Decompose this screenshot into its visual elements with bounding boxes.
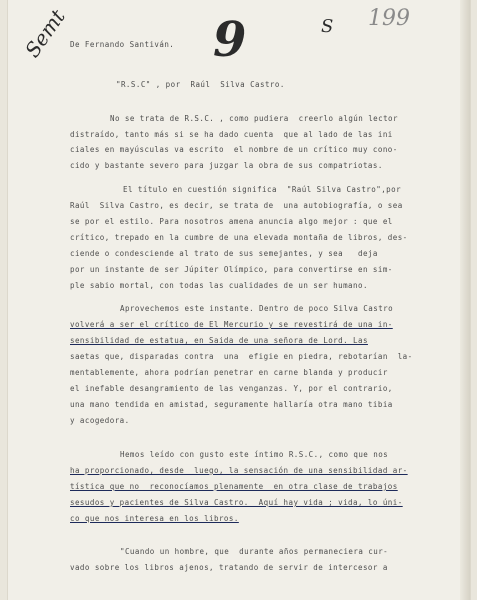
text-line: por un instante de ser Júpiter Olímpico, para convertirse en sim- <box>70 265 393 274</box>
handwritten-page-number: 9 <box>213 12 247 68</box>
text-line: ciende o condesciende al trato de sus semejantes, y sea deja <box>70 249 378 258</box>
text-line: sensibilidad de estatua, en Saida de una señora de Lord. Las <box>70 336 368 345</box>
text-line: "Cuando un hombre, que durante años permaneciera cur- <box>120 547 389 556</box>
text-line: Raúl Silva Castro, es decir, se trata de una autobiografía, o sea <box>70 201 403 210</box>
handwritten-signature: Semt <box>20 4 70 62</box>
text-line: vado sobre los libros ajenos, tratando de servir de intercesor a <box>70 563 388 572</box>
text-line: Aprovechemos este instante. Dentro de poco Silva Castro <box>120 304 394 313</box>
text-line: Hemos leído con gusto este íntimo R.S.C., como que nos <box>120 450 389 459</box>
text-line: cido y bastante severo para juzgar la obra de sus compatriotas. <box>70 161 383 170</box>
text-line: mentablemente, ahora podrían penetrar en carne blanda y producir <box>70 368 388 377</box>
text-line: sesudos y pacientes de Silva Castro. Aquí hay vida ; vida, lo úni- <box>70 498 403 507</box>
header-line: De Fernando Santiván. <box>70 40 175 49</box>
text-line: co que nos interesa en los libros. <box>70 514 239 523</box>
text-line: El título en cuestión significa "Raúl Silva Castro",por <box>123 185 402 194</box>
text-line: se por el estilo. Para nosotros amena anuncia algo mejor : que el <box>70 217 393 226</box>
text-line: y acogedora. <box>70 416 130 425</box>
text-line: ha proporcionado, desde luego, la sensación de una sensibilidad ar- <box>70 466 408 475</box>
text-line: una mano tendida en amistad, seguramente hallaría otra mano tibia <box>70 400 393 409</box>
text-line: el inefable desangramiento de las venganzas. Y, por el contrario, <box>70 384 393 393</box>
text-line: volverá a ser el crítico de El Mercurio y se revestirá de una in- <box>70 320 393 329</box>
text-line: ciales en mayúsculas va escrito el nombre de un crítico muy cono- <box>70 145 398 154</box>
text-line: crítico, trepado en la cumbre de una elevada montaña de libros, des- <box>70 233 408 242</box>
text-line: saetas que, disparadas contra una efigie en piedra, rebotarían la- <box>70 352 413 361</box>
text-line: tística que no reconocíamos plenamente en otra clase de trabajos <box>70 482 398 491</box>
text-line: distraído, tanto más si se ha dado cuenta que al lado de las ini <box>70 130 393 139</box>
handwritten-folio-number: 199 <box>368 6 410 31</box>
text-line: ple sabio mortal, con todas las cualidades de un ser humano. <box>70 281 368 290</box>
document-page <box>8 0 470 600</box>
text-line: No se trata de R.S.C. , como pudiera creerlo algún lector <box>110 114 398 123</box>
handwritten-mark: S <box>321 16 334 37</box>
document-title: "R.S.C" , por Raúl Silva Castro. <box>116 80 285 89</box>
